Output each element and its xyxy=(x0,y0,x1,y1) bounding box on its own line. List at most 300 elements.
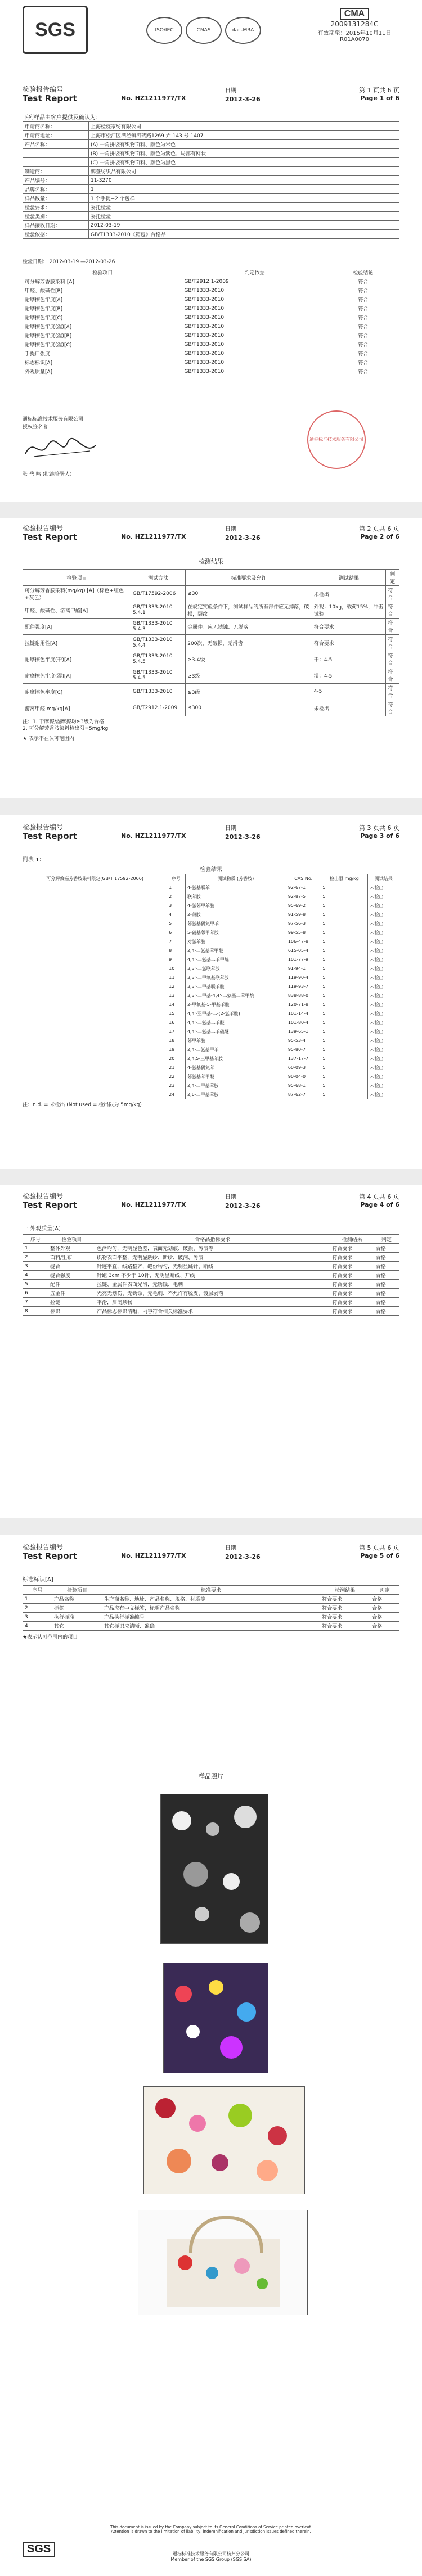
amine-cell: 5 xyxy=(321,1072,368,1081)
summary-row xyxy=(23,295,399,304)
amine-cell: 5 xyxy=(321,892,368,901)
amine-cell: 联苯胺 xyxy=(185,892,286,901)
table-row xyxy=(23,1604,399,1613)
group-cell xyxy=(23,1090,167,1099)
amine-row xyxy=(23,883,399,892)
note-2: 2. 可分解芳香胺染料检出限=5mg/kg xyxy=(23,726,109,732)
amine-row xyxy=(23,1018,399,1027)
signature-title: 授权签名者 xyxy=(23,425,48,430)
report-number: No. HZ1211977/TX xyxy=(121,832,186,840)
page-gap xyxy=(0,798,422,815)
label-table xyxy=(23,1585,399,1631)
summary-row xyxy=(23,322,399,331)
photos-title: 样品照片 xyxy=(199,1772,223,1780)
amine-cell: 3,3'-二氯联苯胺 xyxy=(185,964,286,973)
summary-cell: 符合 xyxy=(327,295,399,304)
amine-cell: 未检出 xyxy=(368,955,399,964)
amine-cell: 未检出 xyxy=(368,901,399,910)
summary-cell: 符合 xyxy=(327,277,399,286)
summary-cell: GB/T2912.1-2009 xyxy=(182,277,327,286)
amine-cell: 未检出 xyxy=(368,1063,399,1072)
table-cell: 5 xyxy=(23,1280,48,1289)
sgs-logo: SGS xyxy=(23,6,88,54)
table-cell: 符合要求 xyxy=(330,1262,374,1271)
table-row xyxy=(23,1595,399,1604)
info-row xyxy=(23,194,399,203)
table-cell: 产品标志标识清晰，内容符合相关标准要求 xyxy=(95,1307,330,1316)
table-cell: 1 xyxy=(23,1244,48,1253)
amine-cell: 3,3'-二甲基联苯胺 xyxy=(185,982,286,991)
appearance-title: 一 外观质量[A] xyxy=(23,1226,61,1232)
table-cell: 游离甲醛 mg/kg[A] xyxy=(23,700,131,716)
amine-cell: 95-80-7 xyxy=(286,1045,321,1054)
summary-cell: 标志标识[A] xyxy=(23,358,182,367)
page-number-en: Page 2 of 6 xyxy=(360,533,399,540)
report-label-en: Test Report xyxy=(23,1200,78,1210)
amine-cell: 未检出 xyxy=(368,1018,399,1027)
page-gap xyxy=(0,1518,422,1535)
info-row xyxy=(23,203,399,212)
amine-cell: 4-氨基偶氮苯 xyxy=(185,1063,286,1072)
col-verdict: 判定 xyxy=(386,570,399,586)
table-cell: 外观：10kg，载荷15%，冲击试验 xyxy=(312,602,386,619)
amine-cell: 未检出 xyxy=(368,937,399,946)
footnote: ★ 表示不在认可范围内 xyxy=(23,736,74,742)
table-cell: 金属件：应无锈蚀、无脱落 xyxy=(186,619,312,635)
amine-row xyxy=(23,1063,399,1072)
footer-member: Member of the SGS Group (SGS SA) xyxy=(170,2557,252,2562)
ilac-badge: ilac-MRA xyxy=(225,17,261,44)
amine-cell: 未检出 xyxy=(368,883,399,892)
col-item: 检验项目 xyxy=(52,1586,102,1595)
report-page-1 xyxy=(23,0,399,500)
table-row xyxy=(23,1307,399,1316)
summary-cell: GB/T1333-2010 xyxy=(182,340,327,349)
amine-row xyxy=(23,982,399,991)
group-cell xyxy=(23,1036,167,1045)
label-title: 标志标识[A] xyxy=(23,1577,53,1583)
group-cell xyxy=(23,1045,167,1054)
page-number-en: Page 3 of 6 xyxy=(360,832,399,840)
amine-cell: 邻甲苯胺 xyxy=(185,1036,286,1045)
summary-cell: 符合 xyxy=(327,304,399,313)
amine-cell: 92-67-1 xyxy=(286,883,321,892)
amine-cell: 5-硝基邻甲苯胺 xyxy=(185,928,286,937)
amine-cell: 5 xyxy=(321,946,368,955)
group-cell xyxy=(23,1009,167,1018)
result-table xyxy=(23,569,399,716)
amine-cell: 4-氯邻甲苯胺 xyxy=(185,901,286,910)
report-label-cn: 检验报告编号 xyxy=(23,524,64,532)
amine-cell: 未检出 xyxy=(368,1081,399,1090)
amine-cell: 120-71-8 xyxy=(286,1000,321,1009)
amine-cell: 3 xyxy=(167,901,186,910)
table-cell: 合格 xyxy=(374,1280,399,1289)
info-table xyxy=(23,121,399,239)
col-seq: 序号 xyxy=(23,1586,52,1595)
summary-row xyxy=(23,340,399,349)
info-row xyxy=(23,149,399,158)
col-limit: 检出限 mg/kg xyxy=(321,874,368,883)
info-row xyxy=(23,185,399,194)
summary-cell: GB/T1333-2010 xyxy=(182,286,327,295)
amine-cell: 5 xyxy=(321,991,368,1000)
sample-photo-2 xyxy=(163,1963,268,2073)
amine-cell: 2 xyxy=(167,892,186,901)
amine-row xyxy=(23,946,399,955)
amine-cell: 2,4-二氨基苯甲醚 xyxy=(185,946,286,955)
summary-cell: 符合 xyxy=(327,286,399,295)
table-cell: 产品应有中文标签，标明产品名称 xyxy=(102,1604,320,1613)
info-row xyxy=(23,140,399,149)
report-page-3 xyxy=(23,822,399,1165)
col-result: 检测结果 xyxy=(320,1586,370,1595)
amine-cell: 未检出 xyxy=(368,982,399,991)
amine-cell: 7 xyxy=(167,937,186,946)
table-row xyxy=(23,1289,399,1298)
amine-cell: 5 xyxy=(321,973,368,982)
amine-cell: 91-94-1 xyxy=(286,964,321,973)
info-row xyxy=(23,167,399,176)
col-cas: CAS No. xyxy=(286,874,321,883)
table-cell: 可分解芳香胺染料(mg/kg) [A]（棕色+红色+灰色） xyxy=(23,586,131,602)
amine-cell: 60-09-3 xyxy=(286,1063,321,1072)
appearance-table xyxy=(23,1234,399,1316)
amine-cell: 101-77-9 xyxy=(286,955,321,964)
table-cell: 面料/里布 xyxy=(48,1253,95,1262)
info-row xyxy=(23,230,399,239)
amine-row xyxy=(23,1027,399,1036)
iso-badge: ISO/IEC xyxy=(146,17,182,44)
group-cell xyxy=(23,1027,167,1036)
summary-cell: GB/T1333-2010 xyxy=(182,304,327,313)
sample-photo-1 xyxy=(160,1794,268,1944)
table-row xyxy=(23,1298,399,1307)
amine-row xyxy=(23,1072,399,1081)
table-cell: 合格 xyxy=(374,1262,399,1271)
amine-cell: 5 xyxy=(167,919,186,928)
summary-cell: 耐摩擦色牢度(湿)[A] xyxy=(23,322,182,331)
info-key: 检验要求： xyxy=(23,203,89,212)
amine-row xyxy=(23,1045,399,1054)
amine-cell: 95-53-4 xyxy=(286,1036,321,1045)
amine-cell: 2,6-二甲基苯胺 xyxy=(185,1090,286,1099)
amine-cell: 5 xyxy=(321,901,368,910)
amine-cell: 5 xyxy=(321,1063,368,1072)
table-row xyxy=(23,700,399,716)
table-cell: GB/T1333-2010 5.4.5 xyxy=(131,667,185,684)
group-cell xyxy=(23,1072,167,1081)
table-cell: 6 xyxy=(23,1289,48,1298)
info-row xyxy=(23,176,399,185)
footer-line-1: This document is issued by the Company subject to its General Conditions of Service printed overleaf. xyxy=(110,2525,312,2529)
table-row xyxy=(23,1613,399,1622)
signature-image xyxy=(23,434,101,462)
summary-row xyxy=(23,277,399,286)
table-cell: 缝合 xyxy=(48,1262,95,1271)
group-cell xyxy=(23,1000,167,1009)
amine-row xyxy=(23,964,399,973)
amine-cell: 119-90-4 xyxy=(286,973,321,982)
table-cell: 符合要求 xyxy=(330,1253,374,1262)
table-cell: 8 xyxy=(23,1307,48,1316)
table-cell: 3 xyxy=(23,1262,48,1271)
table-cell: ≤300 xyxy=(186,700,312,716)
sample-photo-4 xyxy=(138,2210,308,2315)
table-cell: 符合 xyxy=(386,700,399,716)
amine-cell: 未检出 xyxy=(368,973,399,982)
info-key: 检验类别： xyxy=(23,212,89,221)
table-cell: 未检出 xyxy=(312,700,386,716)
info-value: GB/T1333-2010《箱包》合格品 xyxy=(89,230,399,239)
table-cell: 标签 xyxy=(52,1604,102,1613)
amine-cell: 5 xyxy=(321,1045,368,1054)
amine-cell: 99-55-8 xyxy=(286,928,321,937)
summary-cell: 可分解芳香胺染料 [A] xyxy=(23,277,182,286)
table-cell: 未检出 xyxy=(312,586,386,602)
info-value: 委托检验 xyxy=(89,203,399,212)
summary-cell: 耐摩擦色牢度(湿)[B] xyxy=(23,331,182,340)
col-group: 可分解致癌芳香胺染料限定(GB/T 17592-2006) xyxy=(23,874,167,883)
cnas-badge: CNAS xyxy=(186,17,222,44)
table-cell: 产品执行标准编号 xyxy=(102,1613,320,1622)
page-number-en: Page 5 of 6 xyxy=(360,1552,399,1559)
group-cell xyxy=(23,910,167,919)
table-cell: 合格 xyxy=(374,1244,399,1253)
table-cell: ≤30 xyxy=(186,586,312,602)
table-cell: 符合要求 xyxy=(320,1622,370,1631)
amine-cell: 未检出 xyxy=(368,1036,399,1045)
amine-cell: 19 xyxy=(167,1045,186,1054)
table-cell: 整体外观 xyxy=(48,1244,95,1253)
table-cell: 符合要求 xyxy=(320,1613,370,1622)
info-key: 产品名称： xyxy=(23,140,89,149)
info-key: 申请商地址： xyxy=(23,131,89,140)
summary-cell: 符合 xyxy=(327,358,399,367)
amine-cell: 12 xyxy=(167,982,186,991)
summary-cell: 外观质量[A] xyxy=(23,367,182,376)
summary-row xyxy=(23,286,399,295)
table-cell: 拉链、金属件表面光滑，无锈蚀、毛刺 xyxy=(95,1280,330,1289)
table-row xyxy=(23,684,399,700)
amine-row xyxy=(23,1036,399,1045)
table-cell: 符合 xyxy=(386,602,399,619)
table-cell: 3 xyxy=(23,1613,52,1622)
col-requirement: 标准要求 xyxy=(102,1586,320,1595)
amine-cell: 4 xyxy=(167,910,186,919)
amine-cell: 8 xyxy=(167,946,186,955)
test-period-value: 2012-03-19 —2012-03-26 xyxy=(49,259,115,265)
table-cell: 织物表面平整，无明显跳纱、断纱、破洞、污渍 xyxy=(95,1253,330,1262)
table-cell: GB/T1333-2010 xyxy=(131,684,185,700)
table-cell: 执行标准 xyxy=(52,1613,102,1622)
page-number-cn: 第 4 页共 6 页 xyxy=(359,1193,399,1201)
table-cell: GB/T1333-2010 5.4.4 xyxy=(131,635,185,651)
amine-row xyxy=(23,991,399,1000)
amine-cell: 10 xyxy=(167,964,186,973)
info-value: 委托检验 xyxy=(89,212,399,221)
report-label-cn: 检验报告编号 xyxy=(23,1543,64,1551)
amine-cell: 17 xyxy=(167,1027,186,1036)
amine-cell: 21 xyxy=(167,1063,186,1072)
info-key: 申请商名称： xyxy=(23,122,89,131)
footer-company: 通标标准技术服务有限公司杭州分公司 xyxy=(173,2551,249,2556)
summary-cell: GB/T1333-2010 xyxy=(182,331,327,340)
table-cell: 合格 xyxy=(374,1298,399,1307)
amine-cell: 5 xyxy=(321,1000,368,1009)
amine-row xyxy=(23,919,399,928)
info-key: 产品编号： xyxy=(23,176,89,185)
amine-row xyxy=(23,910,399,919)
table-cell: 符合 xyxy=(386,667,399,684)
table-cell: 耐摩擦色牢度(湿)[A] xyxy=(23,667,131,684)
summary-row xyxy=(23,313,399,322)
amine-cell: 5 xyxy=(321,883,368,892)
summary-cell: 耐摩擦色牢度[C] xyxy=(23,313,182,322)
summary-cell: GB/T1333-2010 xyxy=(182,295,327,304)
amine-cell: 邻氨基偶氮甲苯 xyxy=(185,919,286,928)
date-label: 日期 xyxy=(225,1545,236,1551)
table-cell: 湿：4-5 xyxy=(312,667,386,684)
group-cell xyxy=(23,1063,167,1072)
amine-cell: 15 xyxy=(167,1009,186,1018)
date-value: 2012-3-26 xyxy=(225,1553,261,1560)
info-value: 上海检疫家纺有限公司 xyxy=(89,122,399,131)
summary-cell: 耐摩擦色牢度[B] xyxy=(23,304,182,313)
summary-row xyxy=(23,331,399,340)
table-row xyxy=(23,1253,399,1262)
amine-cell: 对氯苯胺 xyxy=(185,937,286,946)
amine-cell: 5 xyxy=(321,1027,368,1036)
summary-cell: 符合 xyxy=(327,322,399,331)
page-header xyxy=(23,523,399,547)
amine-cell: 106-47-8 xyxy=(286,937,321,946)
amine-cell: 4,4'-二氨基二苯甲烷 xyxy=(185,955,286,964)
info-value: 2012-03-19 xyxy=(89,221,399,230)
summary-cell: 符合 xyxy=(327,340,399,349)
info-value: (A) 一角拼袋有织物面料、颜色为米色 xyxy=(89,140,399,149)
test-period xyxy=(23,258,115,265)
info-row xyxy=(23,158,399,167)
table-cell: 产品名称 xyxy=(52,1595,102,1604)
signature-org: 通标标准技术服务有限公司 xyxy=(23,417,84,422)
table-cell: 1 xyxy=(23,1595,52,1604)
table-cell: 配件强度[A] xyxy=(23,619,131,635)
table-cell: 合格 xyxy=(370,1613,399,1622)
report-label-cn: 检验报告编号 xyxy=(23,823,64,831)
amine-cell: 5 xyxy=(321,910,368,919)
summary-row xyxy=(23,358,399,367)
table-cell: GB/T1333-2010 5.4.1 xyxy=(131,602,185,619)
summary-table xyxy=(23,268,399,376)
amine-cell: 95-69-2 xyxy=(286,901,321,910)
amine-cell: 5 xyxy=(321,1054,368,1063)
date-label: 日期 xyxy=(225,825,236,832)
amine-cell: 5 xyxy=(321,964,368,973)
official-stamp: 通标标准技术服务有限公司 xyxy=(307,410,366,469)
page-number-cn: 第 1 页共 6 页 xyxy=(359,87,399,94)
amine-cell: 5 xyxy=(321,1090,368,1099)
table-row xyxy=(23,586,399,602)
amine-cell: 119-93-7 xyxy=(286,982,321,991)
page-gap xyxy=(0,502,422,518)
date-value: 2012-3-26 xyxy=(225,1202,261,1210)
amine-row xyxy=(23,1054,399,1063)
table-cell: 拉链 xyxy=(48,1298,95,1307)
table-cell: 针迹平直，线路整齐，缝份均匀，无明显跳针、断线 xyxy=(95,1262,330,1271)
table-cell: 符合 xyxy=(386,586,399,602)
table-row xyxy=(23,619,399,635)
table-cell: 合格 xyxy=(370,1604,399,1613)
test-period-label: 检验日期： xyxy=(23,259,48,265)
table-cell: 甲醛、酸碱性、游离甲醛[A] xyxy=(23,602,131,619)
date-value: 2012-3-26 xyxy=(225,534,261,542)
amine-cell: 1 xyxy=(167,883,186,892)
page-number-cn: 第 5 页共 6 页 xyxy=(359,1544,399,1551)
amine-cell: 90-04-0 xyxy=(286,1072,321,1081)
table-cell: 200次，无破损，无滑齿 xyxy=(186,635,312,651)
amine-row xyxy=(23,1000,399,1009)
group-cell xyxy=(23,937,167,946)
summary-row xyxy=(23,349,399,358)
appendix-title: 附表 1： xyxy=(23,857,45,863)
cma-block xyxy=(309,8,399,43)
amine-cell: 11 xyxy=(167,973,186,982)
amine-cell: 2-萘胺 xyxy=(185,910,286,919)
amine-cell: 未检出 xyxy=(368,1009,399,1018)
table-cell: 生产商名称、地址、产品名称、规格、材质等 xyxy=(102,1595,320,1604)
date-value: 2012-3-26 xyxy=(225,833,261,841)
info-value: 1 xyxy=(89,185,399,194)
table-cell: 符合要求 xyxy=(330,1289,374,1298)
amine-cell: 2-甲氧基-5-甲基苯胺 xyxy=(185,1000,286,1009)
summary-cell: GB/T1333-2010 xyxy=(182,313,327,322)
footnote: ★表示认可范围内的项目 xyxy=(23,1635,78,1640)
table-cell: 五金件 xyxy=(48,1289,95,1298)
amine-cell: 2,4,5-三甲基苯胺 xyxy=(185,1054,286,1063)
table-cell: 干：4-5 xyxy=(312,651,386,667)
summary-cell: 手提口强度 xyxy=(23,349,182,358)
info-value: (C) 一角拼袋有织物面料、颜色为黑色 xyxy=(89,158,399,167)
table-cell: 7 xyxy=(23,1298,48,1307)
signature-name: 张 岳 鸣 (批准签署人) xyxy=(23,472,72,477)
amine-cell: 4,4'-二氨基二苯硫醚 xyxy=(185,1027,286,1036)
col-method: 测试方法 xyxy=(131,570,185,586)
report-page-6 xyxy=(23,1749,399,2576)
page-number-en: Page 1 of 6 xyxy=(360,94,399,102)
col-item: 检验项目 xyxy=(23,570,131,586)
table-cell: 符合 xyxy=(386,619,399,635)
summary-cell: 耐摩擦色牢度[A] xyxy=(23,295,182,304)
col-requirement: 合格品指标要求 xyxy=(95,1235,330,1244)
table-cell: GB/T17592-2006 xyxy=(131,586,185,602)
table-cell: 耐摩擦色牢度(干)[A] xyxy=(23,651,131,667)
summary-row xyxy=(23,304,399,313)
table-cell: 其它 xyxy=(52,1622,102,1631)
table-cell: 针距 3cm 不少于 10针，无明显断线、开线 xyxy=(95,1271,330,1280)
summary-cell: 耐摩擦色牢度(湿)[C] xyxy=(23,340,182,349)
table-cell: GB/T1333-2010 5.4.3 xyxy=(131,619,185,635)
info-value: 11-3270 xyxy=(89,176,399,185)
cma-mark: CMA xyxy=(340,8,369,20)
table-cell: 合格 xyxy=(370,1622,399,1631)
amine-cell: 91-59-8 xyxy=(286,910,321,919)
summary-cell: 符合 xyxy=(327,349,399,358)
summary-cell: GB/T1333-2010 xyxy=(182,322,327,331)
col-result: 检测结果 xyxy=(330,1235,374,1244)
table-cell: 色泽均匀，无明显色差，表面无划痕、破损、污渍等 xyxy=(95,1244,330,1253)
amine-cell: 95-68-1 xyxy=(286,1081,321,1090)
